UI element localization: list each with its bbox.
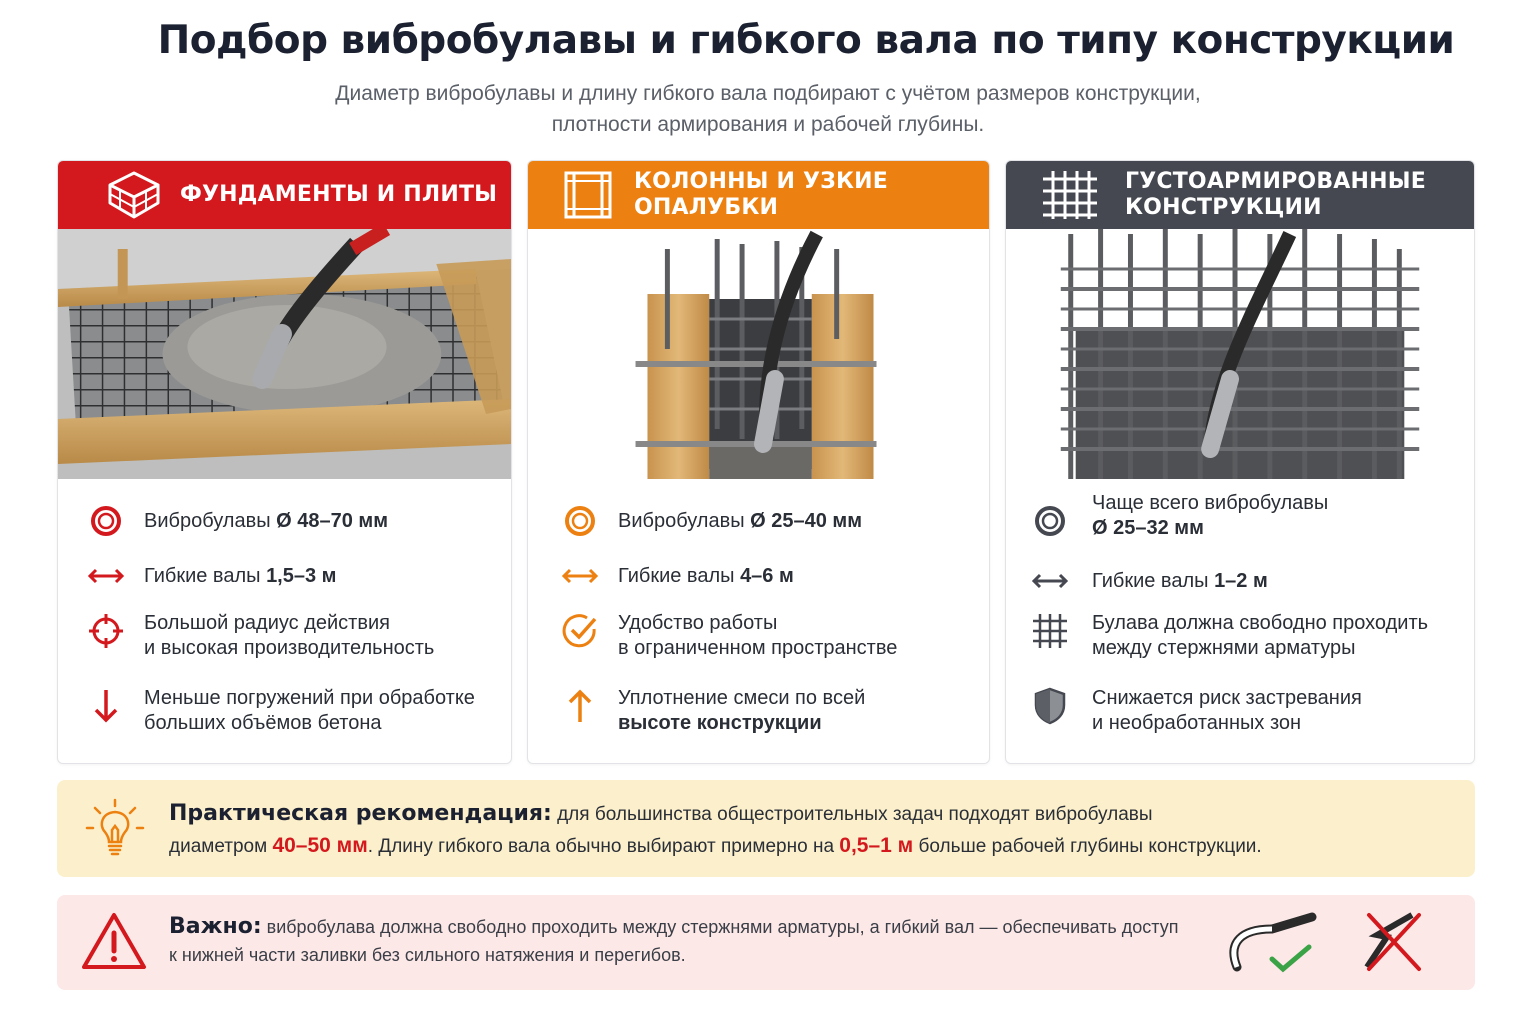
- list-item: Снижается риск застревания и необработанных зон: [1006, 686, 1474, 736]
- list-item: Булава должна свободно проходить между стержнями арматуры: [1006, 611, 1474, 661]
- warning-triangle-icon: [81, 911, 147, 971]
- page-subtitle: [0, 78, 1536, 140]
- card-dense-reinforcement: [1005, 160, 1475, 764]
- list-item: Меньше погружений при обработке больших объёмов бетона: [58, 686, 511, 736]
- list-item: Уплотнение смеси по всей высоте конструкции: [528, 686, 989, 736]
- card-header: [1006, 161, 1474, 229]
- subtitle-line-2: плотности армирования и рабочей глубины.: [551, 113, 985, 136]
- smooth-bend-check-icon: [1217, 907, 1327, 977]
- list-item: Гибкие валы 1–2 м: [1006, 561, 1474, 601]
- practical-recommendation: [57, 780, 1475, 877]
- kinked-hose-cross-icon: [1357, 907, 1437, 977]
- list-item: Вибробулавы Ø 48–70 мм: [58, 501, 511, 541]
- list-item: Чаще всего вибробулавы Ø 25–32 мм: [1006, 491, 1474, 541]
- list-item: Вибробулавы Ø 25–40 мм: [528, 501, 989, 541]
- card-header: [58, 161, 511, 229]
- circle-ring-icon: [1030, 501, 1070, 541]
- card-columns: [527, 160, 990, 764]
- card-header: [528, 161, 989, 229]
- circle-ring-icon: [560, 501, 600, 541]
- dense-rebar-cage-image: [1006, 229, 1474, 479]
- important-warning: [57, 895, 1475, 990]
- circle-ring-icon: [86, 501, 126, 541]
- arrow-up-icon: [560, 686, 600, 726]
- grid-icon: [1030, 611, 1070, 651]
- double-arrow-icon: [560, 556, 600, 596]
- column-formwork-image: [528, 229, 989, 479]
- column-formwork-icon: [560, 169, 616, 221]
- list-item: Большой радиус действия и высокая производительность: [58, 611, 511, 661]
- lightbulb-icon: [83, 796, 147, 860]
- card-title: ФУНДАМЕНТЫ И ПЛИТЫ: [180, 182, 498, 207]
- double-arrow-icon: [1030, 561, 1070, 601]
- double-arrow-icon: [86, 556, 126, 596]
- warning-text: Важно: вибробулава должна свободно проходить между стержнями арматуры, а гибкий вал — обеспечивать доступ к нижней части заливки без сильного натяжения и перегибов.: [169, 914, 1179, 965]
- card-foundations: [57, 160, 512, 764]
- foundation-slab-image: [58, 229, 511, 479]
- subtitle-line-1: Диаметр вибробулавы и длину гибкого вала подбирают с учётом размеров конструкции,: [335, 82, 1201, 105]
- list-item: Гибкие валы 1,5–3 м: [58, 556, 511, 596]
- card-title: КОЛОННЫ И УЗКИЕ ОПАЛУБКИ: [634, 169, 889, 220]
- recommendation-text: Практическая рекомендация: для большинства общестроительных задач подходят вибробулавы диаметром 40–50 мм. Длину гибкого вала обычно выбирают примерно на 0,5–1 м больше рабочей глубины конструкции.: [169, 801, 1262, 857]
- arrow-down-icon: [86, 686, 126, 726]
- crosshair-icon: [86, 611, 126, 651]
- list-item: Гибкие валы 4–6 м: [528, 556, 989, 596]
- cube-frame-icon: [106, 169, 162, 221]
- page-title: Подбор вибробулавы и гибкого вала по типу конструкции: [157, 18, 1455, 63]
- list-item: Удобство работы в ограниченном пространстве: [528, 611, 989, 661]
- check-circle-icon: [560, 611, 600, 651]
- shield-icon: [1030, 686, 1070, 726]
- card-title: ГУСТОАРМИРОВАННЫЕ КОНСТРУКЦИИ: [1125, 169, 1426, 220]
- rebar-grid-icon: [1041, 169, 1097, 221]
